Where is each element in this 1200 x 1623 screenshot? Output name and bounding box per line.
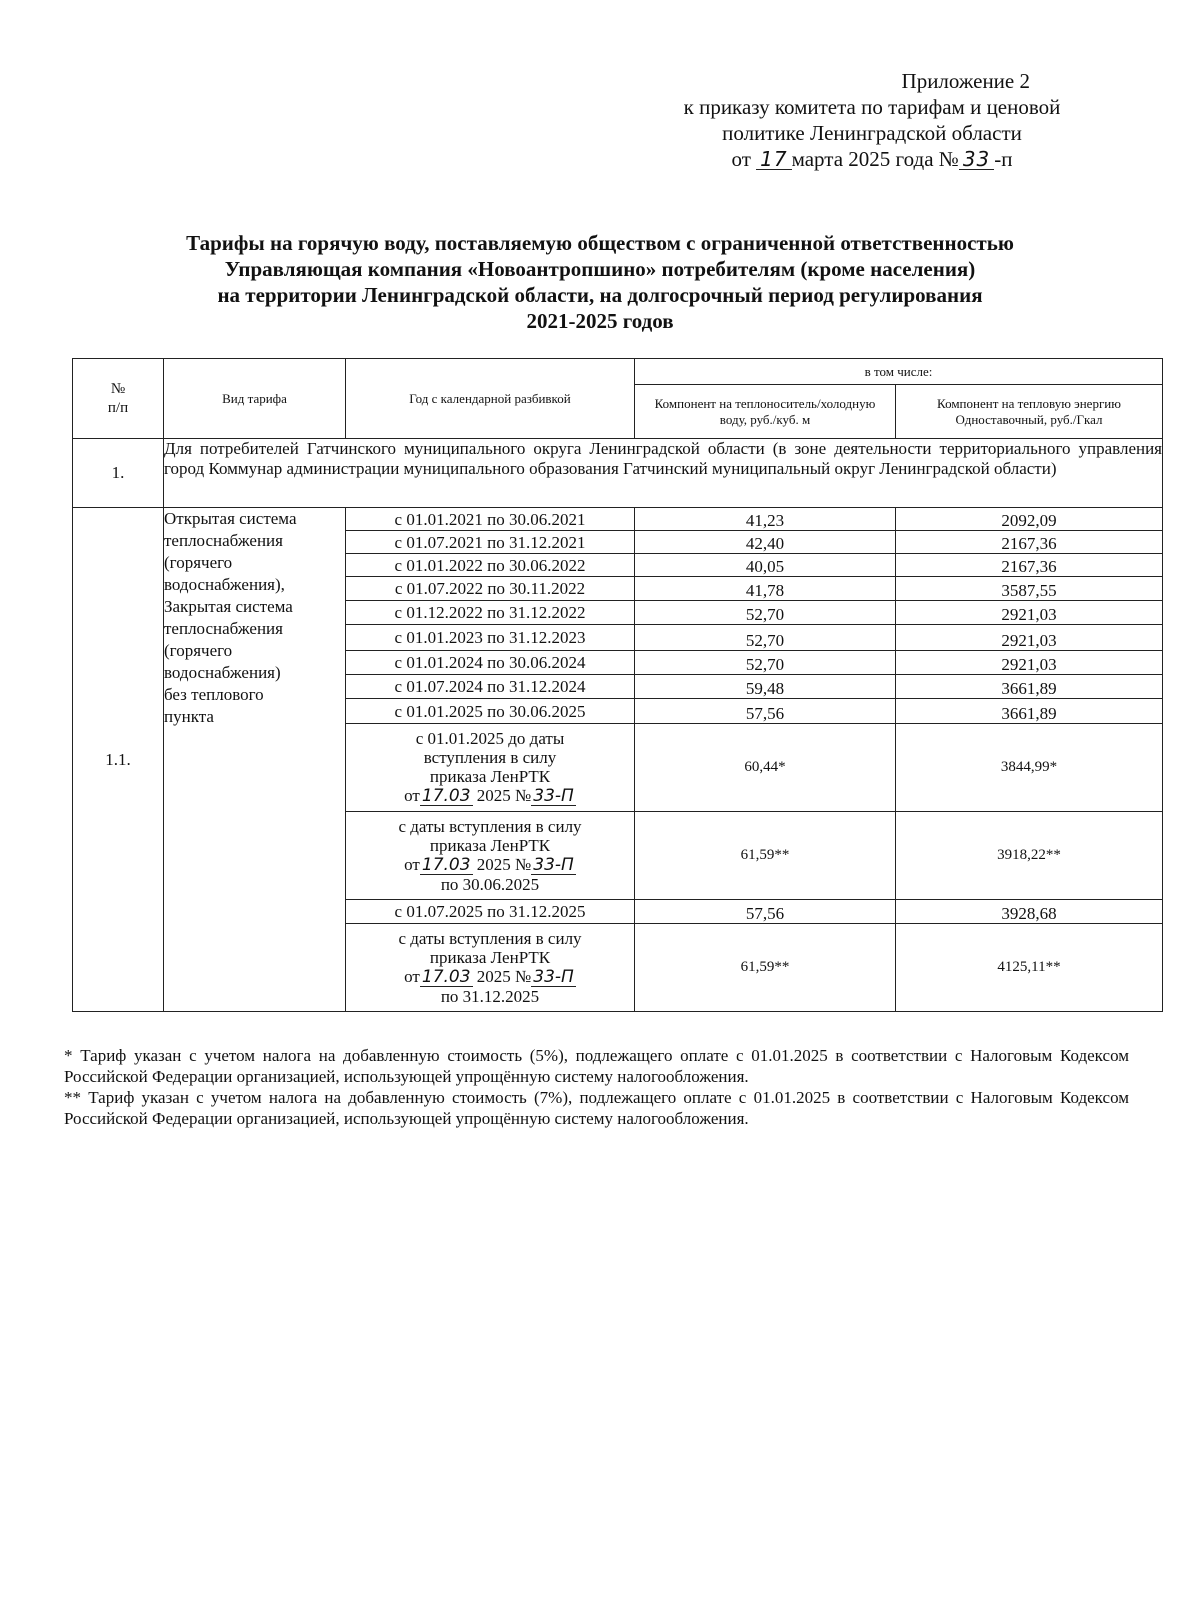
heat-value: 4125,11**	[896, 924, 1163, 1012]
period-cell: с 01.01.2023 по 31.12.2023	[346, 625, 635, 651]
period-cell: с 01.07.2025 по 31.12.2025	[346, 900, 635, 924]
header-kind: Вид тарифа	[164, 359, 346, 439]
footnote-vat-7: ** Тариф указан с учетом налога на добавленную стоимость (7%), подлежащего оплате с 01.01.2025 в соответствии с Налоговым Кодексом Российской Федерации организацией, использующей упрощённую систему налогообложения.	[64, 1088, 1129, 1128]
heat-value: 3928,68	[896, 900, 1163, 924]
annex-title: Приложение 2	[901, 69, 1030, 93]
period-cell: с 01.01.2022 по 30.06.2022	[346, 554, 635, 577]
heat-value: 3661,89	[896, 675, 1163, 699]
heat-value: 2921,03	[896, 625, 1163, 651]
footnote-vat-5: * Тариф указан с учетом налога на добавленную стоимость (5%), подлежащего оплате с 01.01.2025 в соответствии с Налоговым Кодексом Российской Федерации организацией, использующей упрощённую систему налогообложения.	[64, 1046, 1129, 1086]
header-period: Год с календарной разбивкой	[346, 359, 635, 439]
handwritten-number: 33-П	[533, 967, 574, 987]
group-description: Для потребителей Гатчинского муниципального округа Ленинградской области (в зоне деятельности территориального управления город Коммунар администрации муниципального образования Гатчинский муниципальный округ Ленинградской области)	[164, 439, 1163, 508]
handwritten-number: 33	[959, 149, 994, 170]
heat-value: 2921,03	[896, 601, 1163, 625]
handwritten-date: 17.03	[421, 855, 471, 875]
period-cell: с 01.07.2022 по 30.11.2022	[346, 577, 635, 601]
handwritten-number: 33-П	[533, 855, 574, 875]
water-value: 59,48	[635, 675, 896, 699]
period-cell: с 01.07.2021 по 31.12.2021	[346, 531, 635, 554]
period-cell: с 01.07.2024 по 31.12.2024	[346, 675, 635, 699]
tariff-table	[72, 358, 1163, 1012]
footnotes	[64, 1045, 1129, 1129]
period-cell: с 01.01.2025 по 30.06.2025	[346, 699, 635, 724]
subgroup-number: 1.1.	[73, 508, 164, 1012]
period-cell: с 01.01.2024 по 30.06.2024	[346, 651, 635, 675]
heat-value: 3844,99*	[896, 724, 1163, 812]
handwritten-day: 17	[756, 149, 791, 170]
document-title: Тарифы на горячую воду, поставляемую обществом с ограниченной ответственностью Управляющая компания «Новоантропшино» потребителям (кроме населения) на территории Ленинградской области, на долгосрочный период регулирования 2021-2025 годов	[186, 231, 1014, 333]
water-value: 41,78	[635, 577, 896, 601]
header-num: № п/п	[73, 359, 164, 439]
heat-value: 3587,55	[896, 577, 1163, 601]
period-cell-special-3: с даты вступления в силу приказа ЛенРТК от 17.03 2025 № 33-П по 31.12.2025	[346, 924, 635, 1012]
period-cell-special-1: с 01.01.2025 до даты вступления в силу приказа ЛенРТК от 17.03 2025 № 33-П	[346, 724, 635, 812]
water-value: 52,70	[635, 625, 896, 651]
water-value: 41,23	[635, 508, 896, 531]
water-value: 61,59**	[635, 812, 896, 900]
header-component-water: Компонент на теплоноситель/холодную воду, руб./куб. м	[635, 385, 896, 439]
group-number: 1.	[73, 439, 164, 508]
period-cell: с 01.12.2022 по 31.12.2022	[346, 601, 635, 625]
annex-header	[632, 68, 1112, 172]
annex-committee-line: политике Ленинградской области	[722, 121, 1022, 145]
heat-value: 2167,36	[896, 531, 1163, 554]
handwritten-date: 17.03	[421, 967, 471, 987]
heat-value: 3661,89	[896, 699, 1163, 724]
annex-date-line: от 17 марта 2025 года № 33 -п	[731, 147, 1013, 171]
water-value: 61,59**	[635, 924, 896, 1012]
water-value: 52,70	[635, 601, 896, 625]
water-value: 57,56	[635, 900, 896, 924]
header-component-heat: Компонент на тепловую энергию Одноставочный, руб./Гкал	[896, 385, 1163, 439]
water-value: 40,05	[635, 554, 896, 577]
heat-value: 2092,09	[896, 508, 1163, 531]
water-value: 52,70	[635, 651, 896, 675]
water-value: 42,40	[635, 531, 896, 554]
header-including: в том числе:	[635, 359, 1163, 385]
tariff-kind: Открытая система теплоснабжения (горячего водоснабжения), Закрытая система теплоснабжения (горячего водоснабжения) без теплового пункта	[164, 508, 346, 1012]
annex-order-line: к приказу комитета по тарифам и ценовой	[683, 95, 1061, 119]
heat-value: 2167,36	[896, 554, 1163, 577]
handwritten-date: 17.03	[421, 786, 471, 806]
period-cell-special-2: с даты вступления в силу приказа ЛенРТК от 17.03 2025 № 33-П по 30.06.2025	[346, 812, 635, 900]
water-value: 57,56	[635, 699, 896, 724]
water-value: 60,44*	[635, 724, 896, 812]
handwritten-number: 33-П	[533, 786, 574, 806]
period-cell: с 01.01.2021 по 30.06.2021	[346, 508, 635, 531]
heat-value: 2921,03	[896, 651, 1163, 675]
heat-value: 3918,22**	[896, 812, 1163, 900]
